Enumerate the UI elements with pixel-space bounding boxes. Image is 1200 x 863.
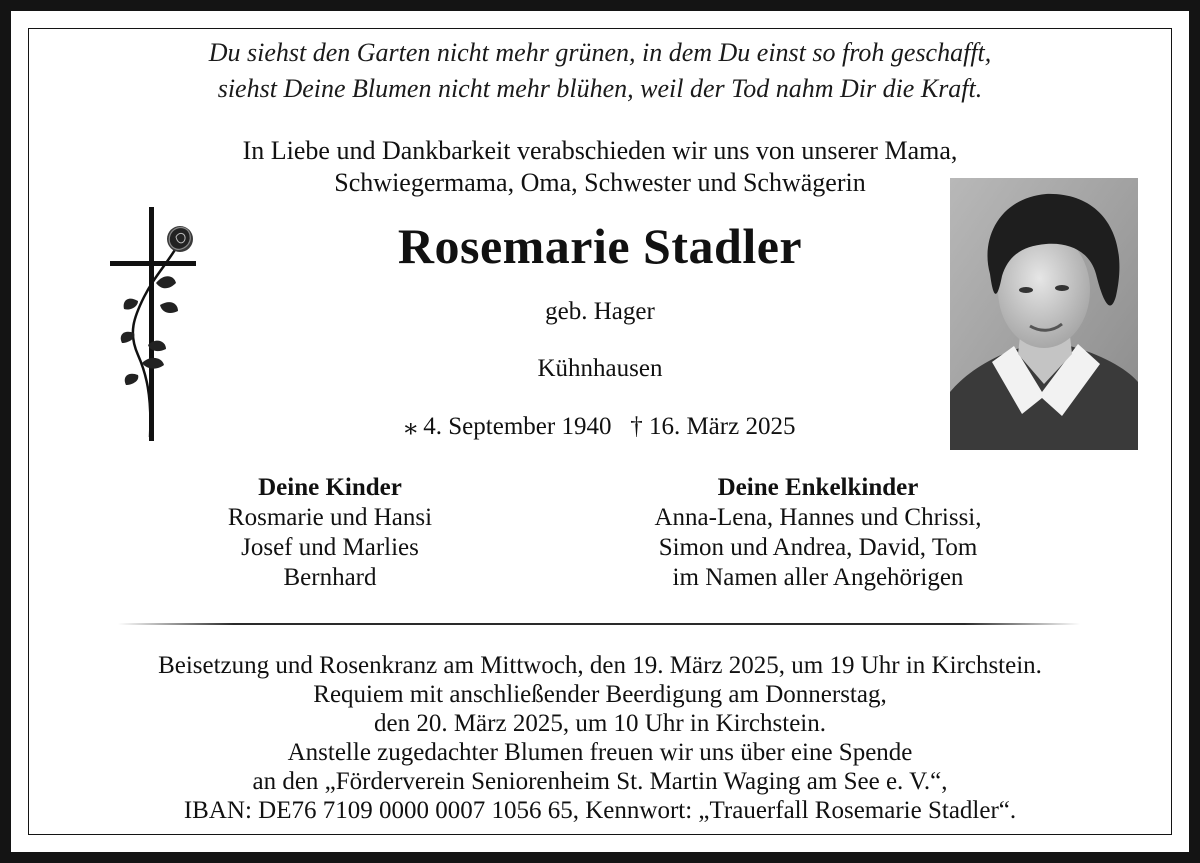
service-line-6: IBAN: DE76 7109 0000 0007 1056 65, Kennwort: „Trauerfall Rosemarie Stadler“. bbox=[183, 797, 1017, 824]
service-line-3: den 20. März 2025, um 10 Uhr in Kirchstein. bbox=[373, 710, 826, 737]
children-heading: Deine Kinder bbox=[258, 474, 402, 501]
grandchildren-line: Anna-Lena, Hannes und Chrissi, bbox=[654, 504, 982, 531]
death-date: 16. März 2025 bbox=[648, 413, 796, 440]
grandchildren-heading: Deine Enkelkinder bbox=[717, 474, 919, 501]
service-line-1: Beisetzung und Rosenkranz am Mittwoch, den 19. März 2025, um 19 Uhr in Kirchstein. bbox=[158, 652, 1042, 679]
service-line-5: an den „Förderverein Seniorenheim St. Martin Waging am See e. V.“, bbox=[252, 768, 948, 795]
children-block bbox=[180, 473, 480, 593]
poem-line-1: Du siehst den Garten nicht mehr grünen, in dem Du einst so froh geschafft, bbox=[208, 38, 992, 67]
intro-line-1: In Liebe und Dankbarkeit verabschieden wir uns von unserer Mama, bbox=[242, 136, 958, 165]
children-line: Rosmarie und Hansi bbox=[227, 504, 433, 531]
birth-star-icon: ⁎ bbox=[404, 413, 418, 440]
grandchildren-line: Simon und Andrea, David, Tom bbox=[658, 534, 978, 561]
place-of-residence: Kühnhausen bbox=[537, 355, 663, 382]
children-line: Bernhard bbox=[283, 564, 377, 591]
intro-line-2: Schwiegermama, Oma, Schwester und Schwägerin bbox=[334, 168, 866, 197]
death-dagger-icon: † bbox=[630, 413, 643, 440]
grandchildren-block bbox=[588, 473, 1048, 593]
deceased-name: Rosemarie Stadler bbox=[397, 218, 803, 274]
service-line-2: Requiem mit anschließender Beerdigung am Donnerstag, bbox=[313, 681, 887, 708]
grandchildren-line: im Namen aller Angehörigen bbox=[672, 564, 964, 591]
service-line-4: Anstelle zugedachter Blumen freuen wir uns über eine Spende bbox=[287, 739, 913, 766]
section-divider bbox=[118, 623, 1080, 625]
birth-date: 4. September 1940 bbox=[423, 413, 612, 440]
poem-line-2: siehst Deine Blumen nicht mehr blühen, weil der Tod nahm Dir die Kraft. bbox=[217, 74, 983, 103]
portrait-photo bbox=[950, 178, 1138, 450]
children-line: Josef und Marlies bbox=[241, 534, 419, 561]
maiden-name: geb. Hager bbox=[545, 298, 655, 325]
